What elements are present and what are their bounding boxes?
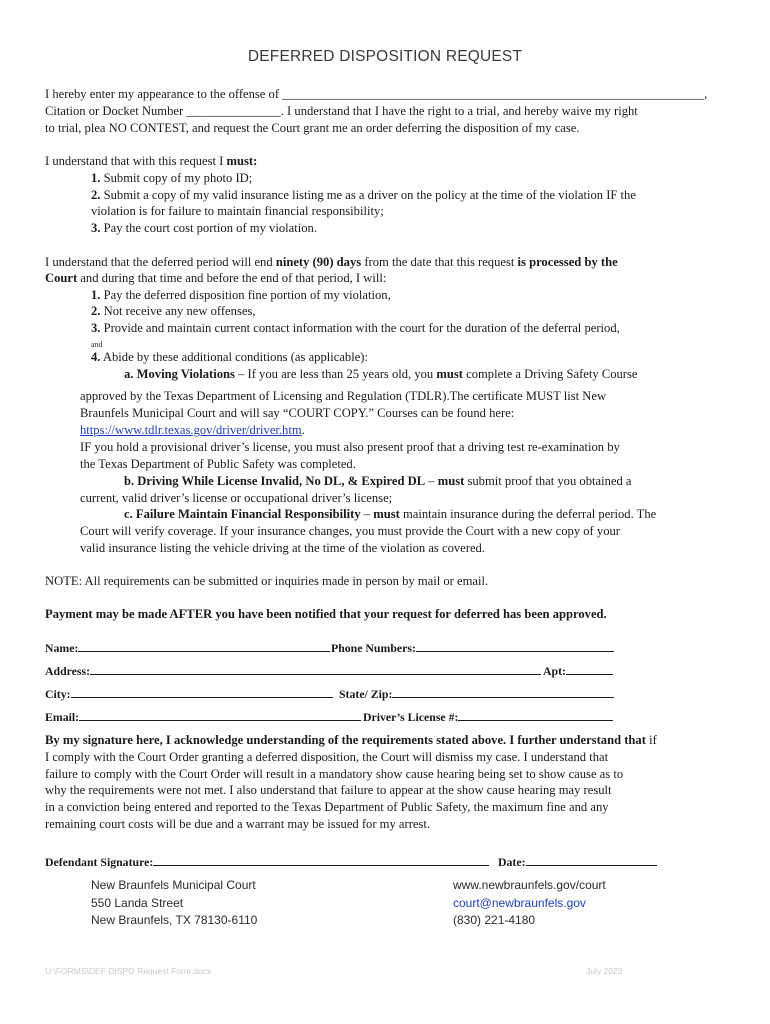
condition-a-line-3: Braunfels Municipal Court and will say “COURT COPY.” Courses can be found here: [80,406,515,420]
court-street: 550 Landa Street [91,895,184,910]
email-field[interactable] [45,710,361,725]
deferral-ninety: ninety (90) days [275,255,362,269]
name-label: Name: [45,641,79,655]
must-item-3 [91,220,317,237]
must-item-num: 2. [91,188,101,202]
must-item-num: 3. [91,221,101,235]
condition-dash: – [360,507,374,521]
file-path: U:\FORMS\DEF DISPO Request Form.docx [45,966,212,976]
deferral-line-1 [45,254,618,271]
ack-text: if [645,733,657,747]
deferral-item-text: Not receive any new offenses, [100,304,256,318]
condition-a-label: a. Moving Violations [124,367,235,381]
condition-a [124,366,638,383]
ack-line-5: in a conviction being entered and reported to the Texas Department of Public Safety, the maximum fine and any [45,800,609,814]
intro-line-3: to trial, plea NO CONTEST, and request the Court grant me an order deferring the disposition of my case. [45,121,580,135]
condition-a-line-5: IF you hold a provisional driver’s license, you must also present proof that a driving test re-examination by [80,440,620,454]
deferral-line-2 [45,270,386,287]
apt-input-line[interactable] [566,664,613,675]
condition-a-line-6: the Texas Department of Public Safety was completed. [80,457,356,471]
state-zip-label: State/ Zip: [339,687,393,701]
condition-a-line-4 [80,422,305,439]
ack-line-4: why the requirements were not met. I also understand that failure to appear at the show cause hearing may result [45,783,612,797]
page-title: DEFERRED DISPOSITION REQUEST [247,48,523,65]
condition-c-line-2: Court will verify coverage. If your insurance changes, you must provide the Court with a new copy of your [80,524,620,538]
license-field[interactable] [363,710,613,725]
name-input-line[interactable] [78,641,330,652]
ack-line-6: remaining court costs will be due and a warrant may be issued for my arrest. [45,817,431,831]
must-item-1 [91,170,252,187]
phone-input-line[interactable] [416,641,614,652]
deferral-court: Court [45,271,78,285]
must-item-2-cont: violation is for failure to maintain financial responsibility; [91,204,384,218]
condition-text: complete a Driving Safety Course [462,367,638,381]
court-website[interactable]: www.newbraunfels.gov/court [453,878,606,892]
must-lead [45,153,257,170]
condition-must: must [373,507,400,521]
deferral-item-1 [91,287,391,304]
ack-line-2: I comply with the Court Order granting a deferred disposition, the Court will dismiss my case. I understand that [45,750,609,764]
must-item-text: Submit a copy of my valid insurance listing me as a driver on the policy at the time of the violation IF the [100,188,636,202]
deferral-item-text: Pay the deferred disposition fine portion of my violation, [100,288,391,302]
must-lead-text: I understand that with this request I [45,154,227,168]
deferral-item-2 [91,303,255,320]
must-item-num: 1. [91,171,101,185]
note-text: NOTE: All requirements can be submitted or inquiries made in person by mail or email. [45,574,489,588]
license-label: Driver’s License #: [363,710,459,724]
must-item-2 [91,187,636,204]
license-input-line[interactable] [458,710,613,721]
tdlr-link[interactable]: https://www.tdlr.texas.gov/driver/driver.htm [80,423,302,437]
phone-label: Phone Numbers: [331,641,416,655]
condition-c [124,506,656,523]
condition-text: – If you are less than 25 years old, you [234,367,437,381]
deferral-text: and during that time and before the end of that period, I will: [77,271,387,285]
address-field[interactable] [45,664,541,679]
condition-b-label: b. Driving While License Invalid, No DL, & Expired DL [124,474,426,488]
link-period: . [301,423,305,437]
payment-notice: Payment may be made AFTER you have been notified that your request for deferred has been approved. [45,607,607,621]
court-city: New Braunfels, TX 78130-6110 [91,913,258,927]
court-contact [453,877,606,930]
condition-c-line-3: valid insurance listing the vehicle driving at the time of the violation as covered. [80,541,485,555]
deferral-item-num: 3. [91,321,101,335]
and-word: and [91,340,103,349]
court-name: New Braunfels Municipal Court [91,878,256,892]
state-zip-input-line[interactable] [392,687,614,698]
must-item-text: Submit copy of my photo ID; [100,171,253,185]
must-item-text: Pay the court cost portion of my violation. [100,221,317,235]
deferral-processed: is processed by the [517,255,618,269]
deferral-text: from the date that this request [361,255,518,269]
date-field[interactable] [498,855,657,870]
condition-text: maintain insurance during the deferral period. The [399,507,657,521]
email-input-line[interactable] [79,710,361,721]
court-address [91,877,257,930]
signature-field[interactable] [45,855,489,870]
must-lead-bold: must: [226,154,258,168]
apt-field[interactable] [543,664,613,679]
deferral-text: I understand that the deferred period will end [45,255,276,269]
court-email[interactable]: court@newbraunfels.gov [453,895,586,910]
city-label: City: [45,687,71,701]
city-field[interactable] [45,687,333,702]
address-label: Address: [45,664,91,678]
apt-label: Apt: [543,664,566,678]
deferral-item-num: 1. [91,288,101,302]
ack-bold: By my signature here, I acknowledge understanding of the requirements stated above. I further understand that [45,733,646,747]
condition-a-line-2: approved by the Texas Department of Licensing and Regulation (TDLR).The certificate MUST list New [80,389,607,403]
condition-c-label: c. Failure Maintain Financial Responsibility [124,507,361,521]
condition-must: must [436,367,463,381]
date-label: Date: [498,855,526,869]
court-phone: (830) 221-4180 [453,913,536,927]
state-zip-field[interactable] [339,687,614,702]
email-label: Email: [45,710,80,724]
deferral-item-num: 4. [91,350,101,364]
city-input-line[interactable] [71,687,333,698]
deferral-item-3 [91,320,620,337]
signature-input-line[interactable] [153,855,489,866]
deferral-item-4 [91,349,368,366]
signature-label: Defendant Signature: [45,855,154,869]
phone-field[interactable] [331,641,614,656]
condition-dash: – [425,474,438,488]
deferral-item-text: Abide by these additional conditions (as applicable): [100,350,369,364]
condition-b-line-2: current, valid driver’s license or occupational driver’s license; [80,491,393,505]
deferral-item-num: 2. [91,304,101,318]
ack-line-1 [45,732,657,749]
condition-text: submit proof that you obtained a [464,474,632,488]
name-field[interactable] [45,641,330,656]
date-input-line[interactable] [526,855,657,866]
ack-line-3: failure to comply with the Court Order will result in a mandatory show cause hearing being set to show cause as to [45,767,624,781]
address-input-line[interactable] [90,664,541,675]
intro-line-2: Citation or Docket Number _______________. I understand that I have the right to a trial, and hereby waive my right [45,104,638,118]
condition-must: must [437,474,465,488]
form-date: July 2023 [586,966,623,976]
condition-b [124,473,632,490]
intro-line-1: I hereby enter my appearance to the offense of ___________________________________________________________________, [45,87,708,101]
deferral-item-text: Provide and maintain current contact information with the court for the duration of the deferral period, [100,321,620,335]
